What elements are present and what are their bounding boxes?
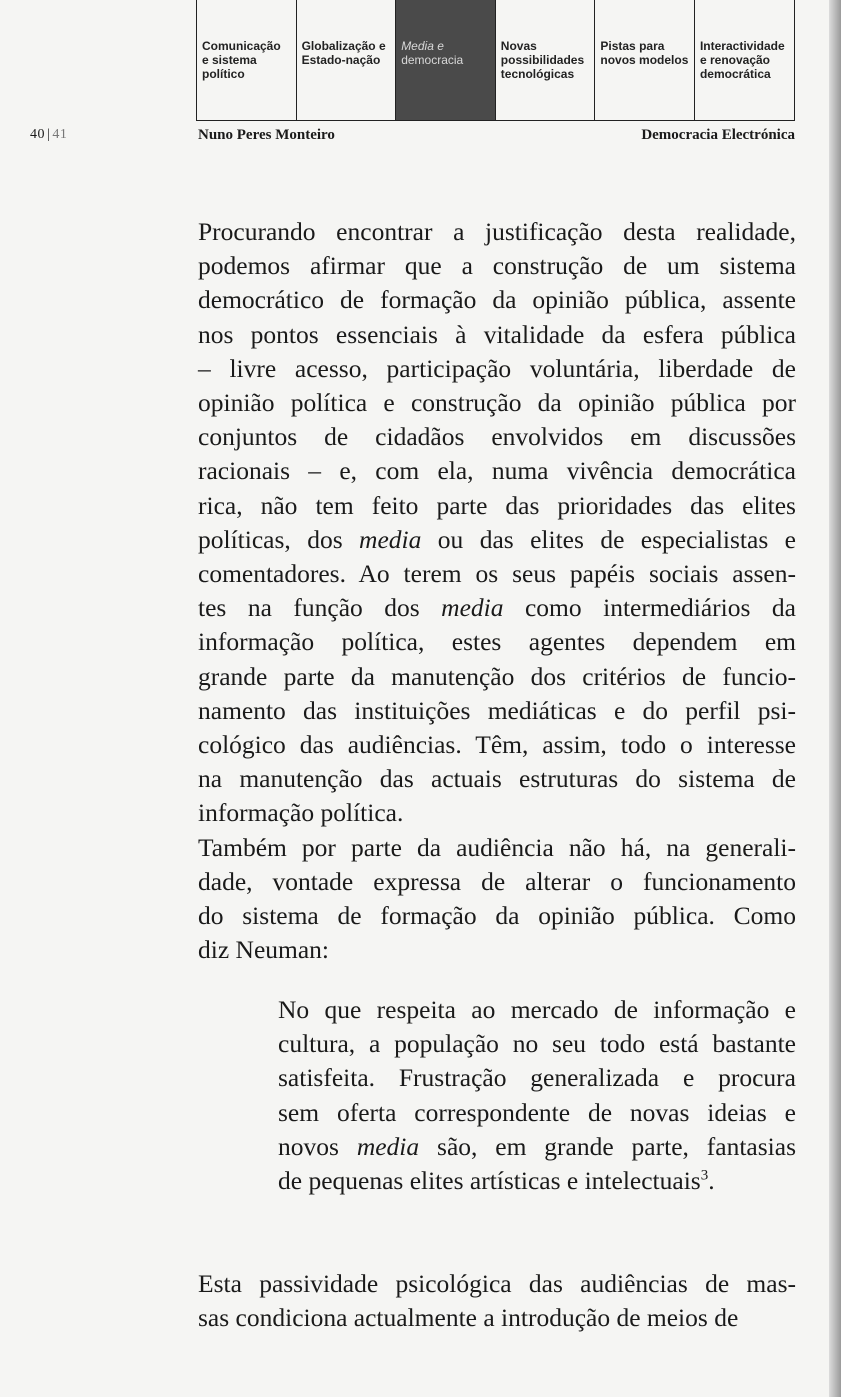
chapter-tab-label-line: Globalização e — [301, 39, 386, 53]
chapter-tab-label-line: Novas — [500, 39, 537, 53]
paragraph-3 — [198, 1267, 796, 1335]
running-header-author: Nuno Peres Monteiro — [198, 127, 335, 143]
chapter-tab-label-line: político — [202, 67, 245, 81]
text-line: comentadores. Ao terem os seus papéis sociais assen- — [198, 559, 796, 589]
block-quote — [278, 993, 796, 1198]
text-line: sem oferta correspondente de novas ideias e — [278, 1097, 796, 1127]
chapter-tab — [695, 0, 795, 120]
text-line: Também por parte da audiência não há, na generali- — [198, 832, 796, 862]
text-line: diz Neuman: — [198, 935, 329, 965]
text-line: informação política. — [198, 798, 404, 828]
chapter-tab-label-line: democracia — [401, 53, 464, 67]
paragraph-2 — [198, 831, 796, 968]
chapter-tab-label-line: e renovação — [699, 53, 771, 67]
chapter-tab — [595, 0, 695, 120]
text-line: namento das instituições mediáticas e do perfil psi- — [198, 695, 796, 725]
text-line: tes na função dos media como intermediários da — [198, 593, 796, 623]
page-number-right: 41 — [52, 127, 68, 142]
quote-text — [278, 993, 796, 1198]
text-line: No que respeita ao mercado de informação e — [278, 995, 796, 1024]
page-number-separator: | — [47, 127, 51, 142]
running-header-title: Democracia Electrónica — [641, 127, 795, 143]
chapter-tab — [396, 0, 496, 120]
chapter-tab-label-line: possibilidades — [500, 53, 585, 67]
text-line: satisfeita. Frustração generalizada e procura — [278, 1063, 796, 1093]
text-line: de pequenas elites artísticas e intelectuais$^3$. — [278, 1166, 715, 1196]
chapter-tab-label-line: tecnológicas — [500, 67, 575, 81]
chapter-tab-label-line: democrática — [699, 67, 771, 81]
body-text — [198, 215, 796, 967]
text-line: racionais – e, com ela, numa vivência democrática — [198, 456, 796, 486]
text-line: opinião política e construção da opinião pública por — [198, 388, 796, 418]
footnote-marker[interactable]: 3 — [700, 1167, 709, 1184]
chapter-tab — [297, 0, 397, 120]
chapter-tab-label-line: Estado-nação — [301, 53, 381, 67]
text-line: conjuntos de cidadãos envolvidos em discussões — [198, 422, 796, 452]
chapter-tab-label-line: Media e — [401, 39, 444, 53]
chapter-tab — [197, 0, 297, 120]
text-line: do sistema de formação da opinião pública. Como — [198, 901, 796, 931]
chapter-tab-label-line: Interactividade — [699, 39, 785, 53]
text-line: Esta passividade psicológica das audiências de mas- — [198, 1269, 796, 1298]
text-line: Procurando encontrar a justificação desta realidade, — [198, 217, 796, 246]
chapter-tab-label-line: e sistema — [202, 53, 257, 67]
text-line: cológico das audiências. Têm, assim, todo o interesse — [198, 730, 796, 760]
chapter-tab-label-line: Pistas para — [600, 39, 665, 53]
text-line: nos pontos essenciais à vitalidade da esfera pública — [198, 319, 796, 349]
chapter-tab-label-line: Comunicação — [202, 39, 281, 53]
text-line: rica, não tem feito parte das prioridades das elites — [198, 490, 796, 520]
chapter-tabs — [196, 0, 795, 121]
chapter-tab — [496, 0, 596, 120]
text-line: sas condiciona actualmente a introdução de meios de — [198, 1303, 739, 1333]
page-number-left: 40 — [30, 127, 45, 142]
text-line: dade, vontade expressa de alterar o funcionamento — [198, 866, 796, 896]
page-numbers — [30, 127, 67, 143]
chapter-tab-label-line: novos modelos — [600, 53, 689, 67]
text-line: informação política, estes agentes dependem em — [198, 627, 796, 657]
text-line: políticas, dos media ou das elites de especialistas e — [198, 524, 796, 554]
page-edge-shadow — [829, 0, 841, 1397]
text-line: podemos afirmar que a construção de um sistema — [198, 251, 796, 281]
text-line: – livre acesso, participação voluntária, liberdade de — [198, 353, 796, 383]
text-line: grande parte da manutenção dos critérios de funcio- — [198, 661, 796, 691]
text-line: na manutenção das actuais estruturas do sistema de — [198, 764, 796, 794]
closing-text — [198, 1267, 796, 1335]
text-line: novos media são, em grande parte, fantasias — [278, 1131, 796, 1161]
text-line: cultura, a população no seu todo está bastante — [278, 1029, 796, 1059]
paragraph-1 — [198, 215, 796, 831]
text-line: democrático de formação da opinião pública, assente — [198, 285, 796, 315]
